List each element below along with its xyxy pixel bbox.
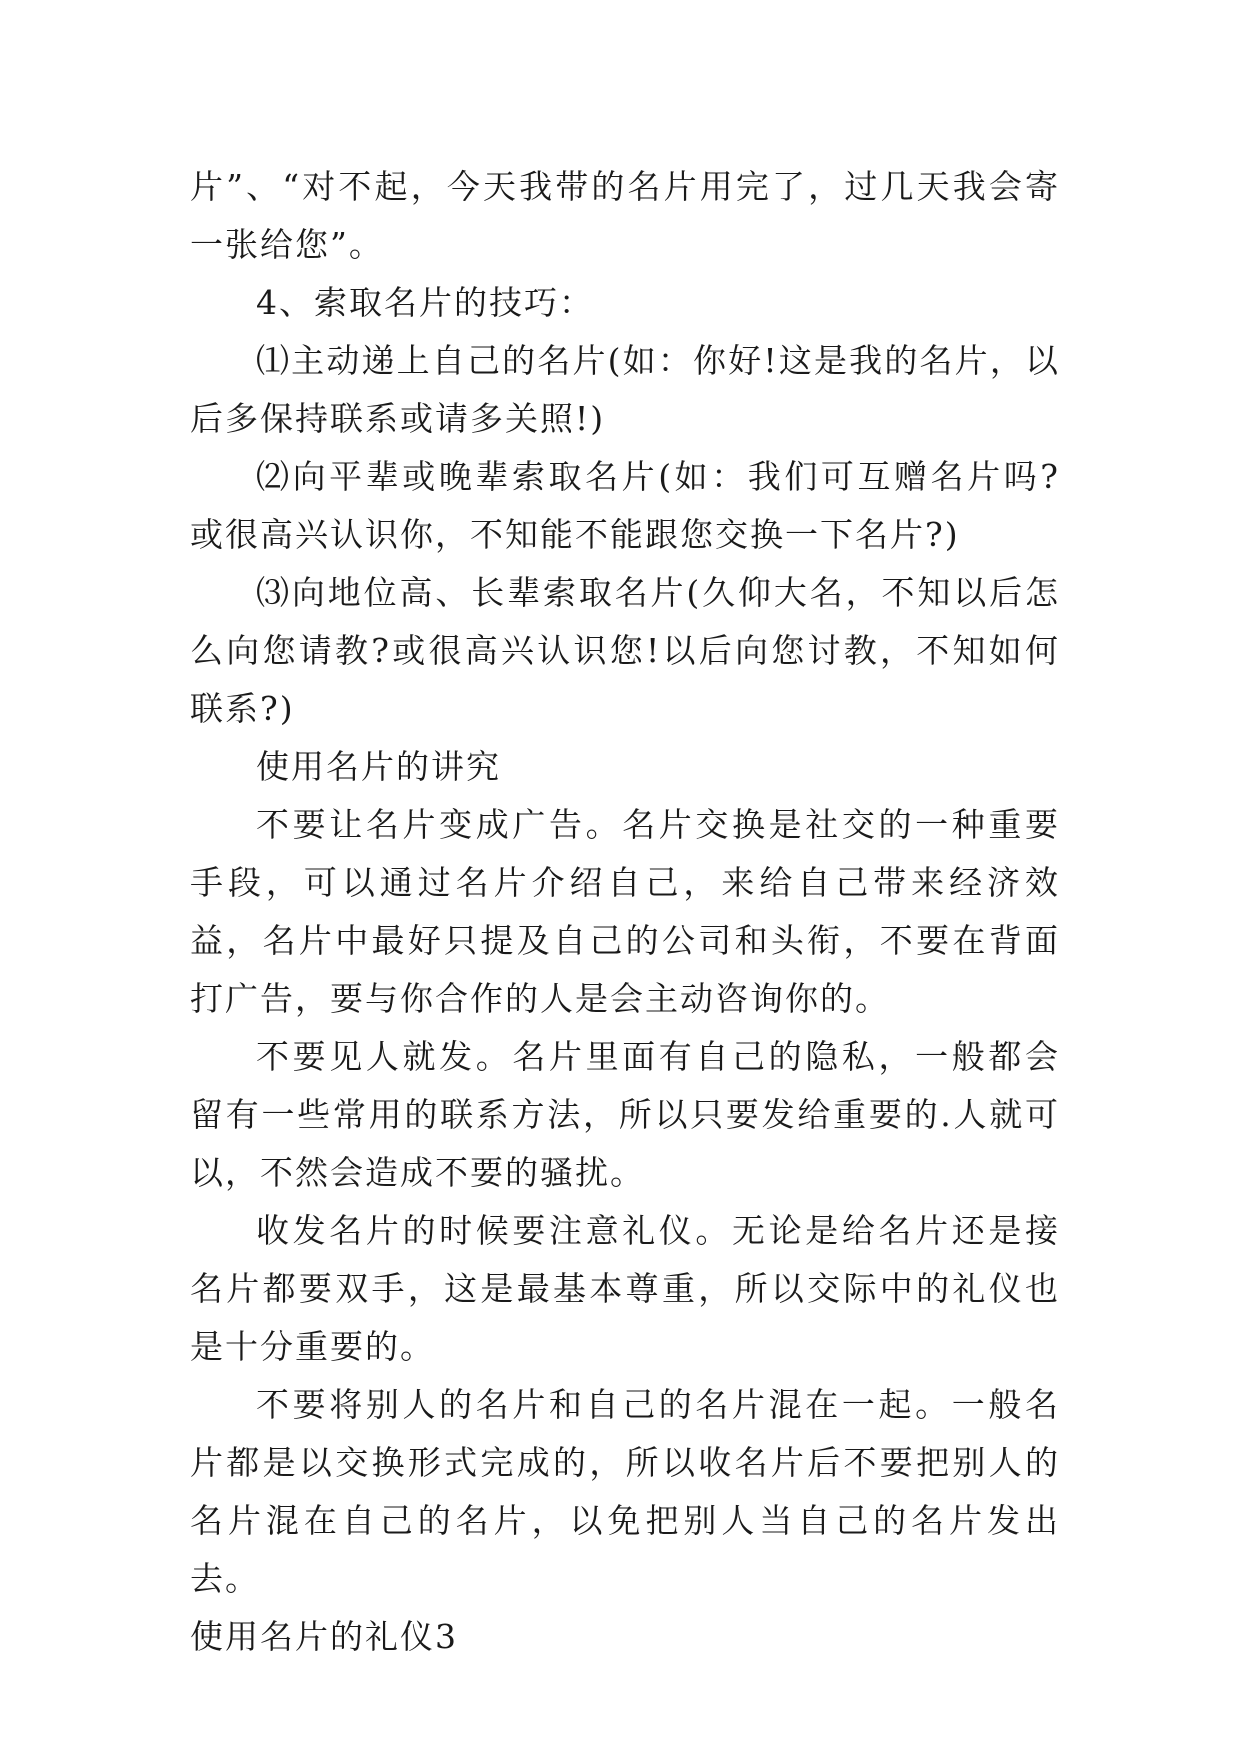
paragraph-not-everyone: 不要见人就发。名片里面有自己的隐私，一般都会留有一些常用的联系方法，所以只要发给重要的.人就可以，不然会造成不要的骚扰。	[190, 1037, 1060, 1192]
paragraph-list-item-1: ⑴主动递上自己的名片(如：你好!这是我的名片，以后多保持联系或请多关照!)	[190, 341, 1060, 438]
paragraph-list-heading: 4、索取名片的技巧：	[256, 283, 594, 322]
paragraph-etiquette: 收发名片的时候要注意礼仪。无论是给名片还是接名片都要双手，这是最基本尊重，所以交际中的礼仪也是十分重要的。	[190, 1211, 1060, 1366]
paragraph-list-item-2: ⑵向平辈或晚辈索取名片(如：我们可互赠名片吗?或很高兴认识你，不知能不能跟您交换一下名片?)	[190, 457, 1060, 554]
paragraph-no-ads: 不要让名片变成广告。名片交换是社交的一种重要手段，可以通过名片介绍自己，来给自己带来经济效益，名片中最好只提及自己的公司和头衔，不要在背面打广告，要与你合作的人是会主动咨询你的。	[190, 805, 1060, 1018]
paragraph-list-item-3: ⑶向地位高、长辈索取名片(久仰大名，不知以后怎么向您请教?或很高兴认识您!以后向您讨教，不知如何联系?)	[190, 573, 1060, 728]
section-title: 使用名片的礼仪3	[190, 1617, 458, 1656]
subheading-usage-tips: 使用名片的讲究	[256, 747, 501, 786]
paragraph-continuation: 片”、“对不起，今天我带的名片用完了，过几天我会寄一张给您”。	[190, 167, 1060, 264]
paragraph-no-mixing: 不要将别人的名片和自己的名片混在一起。一般名片都是以交换形式完成的，所以收名片后不要把别人的名片混在自己的名片，以免把别人当自己的名片发出去。	[190, 1385, 1060, 1598]
document-body	[190, 158, 1060, 1666]
